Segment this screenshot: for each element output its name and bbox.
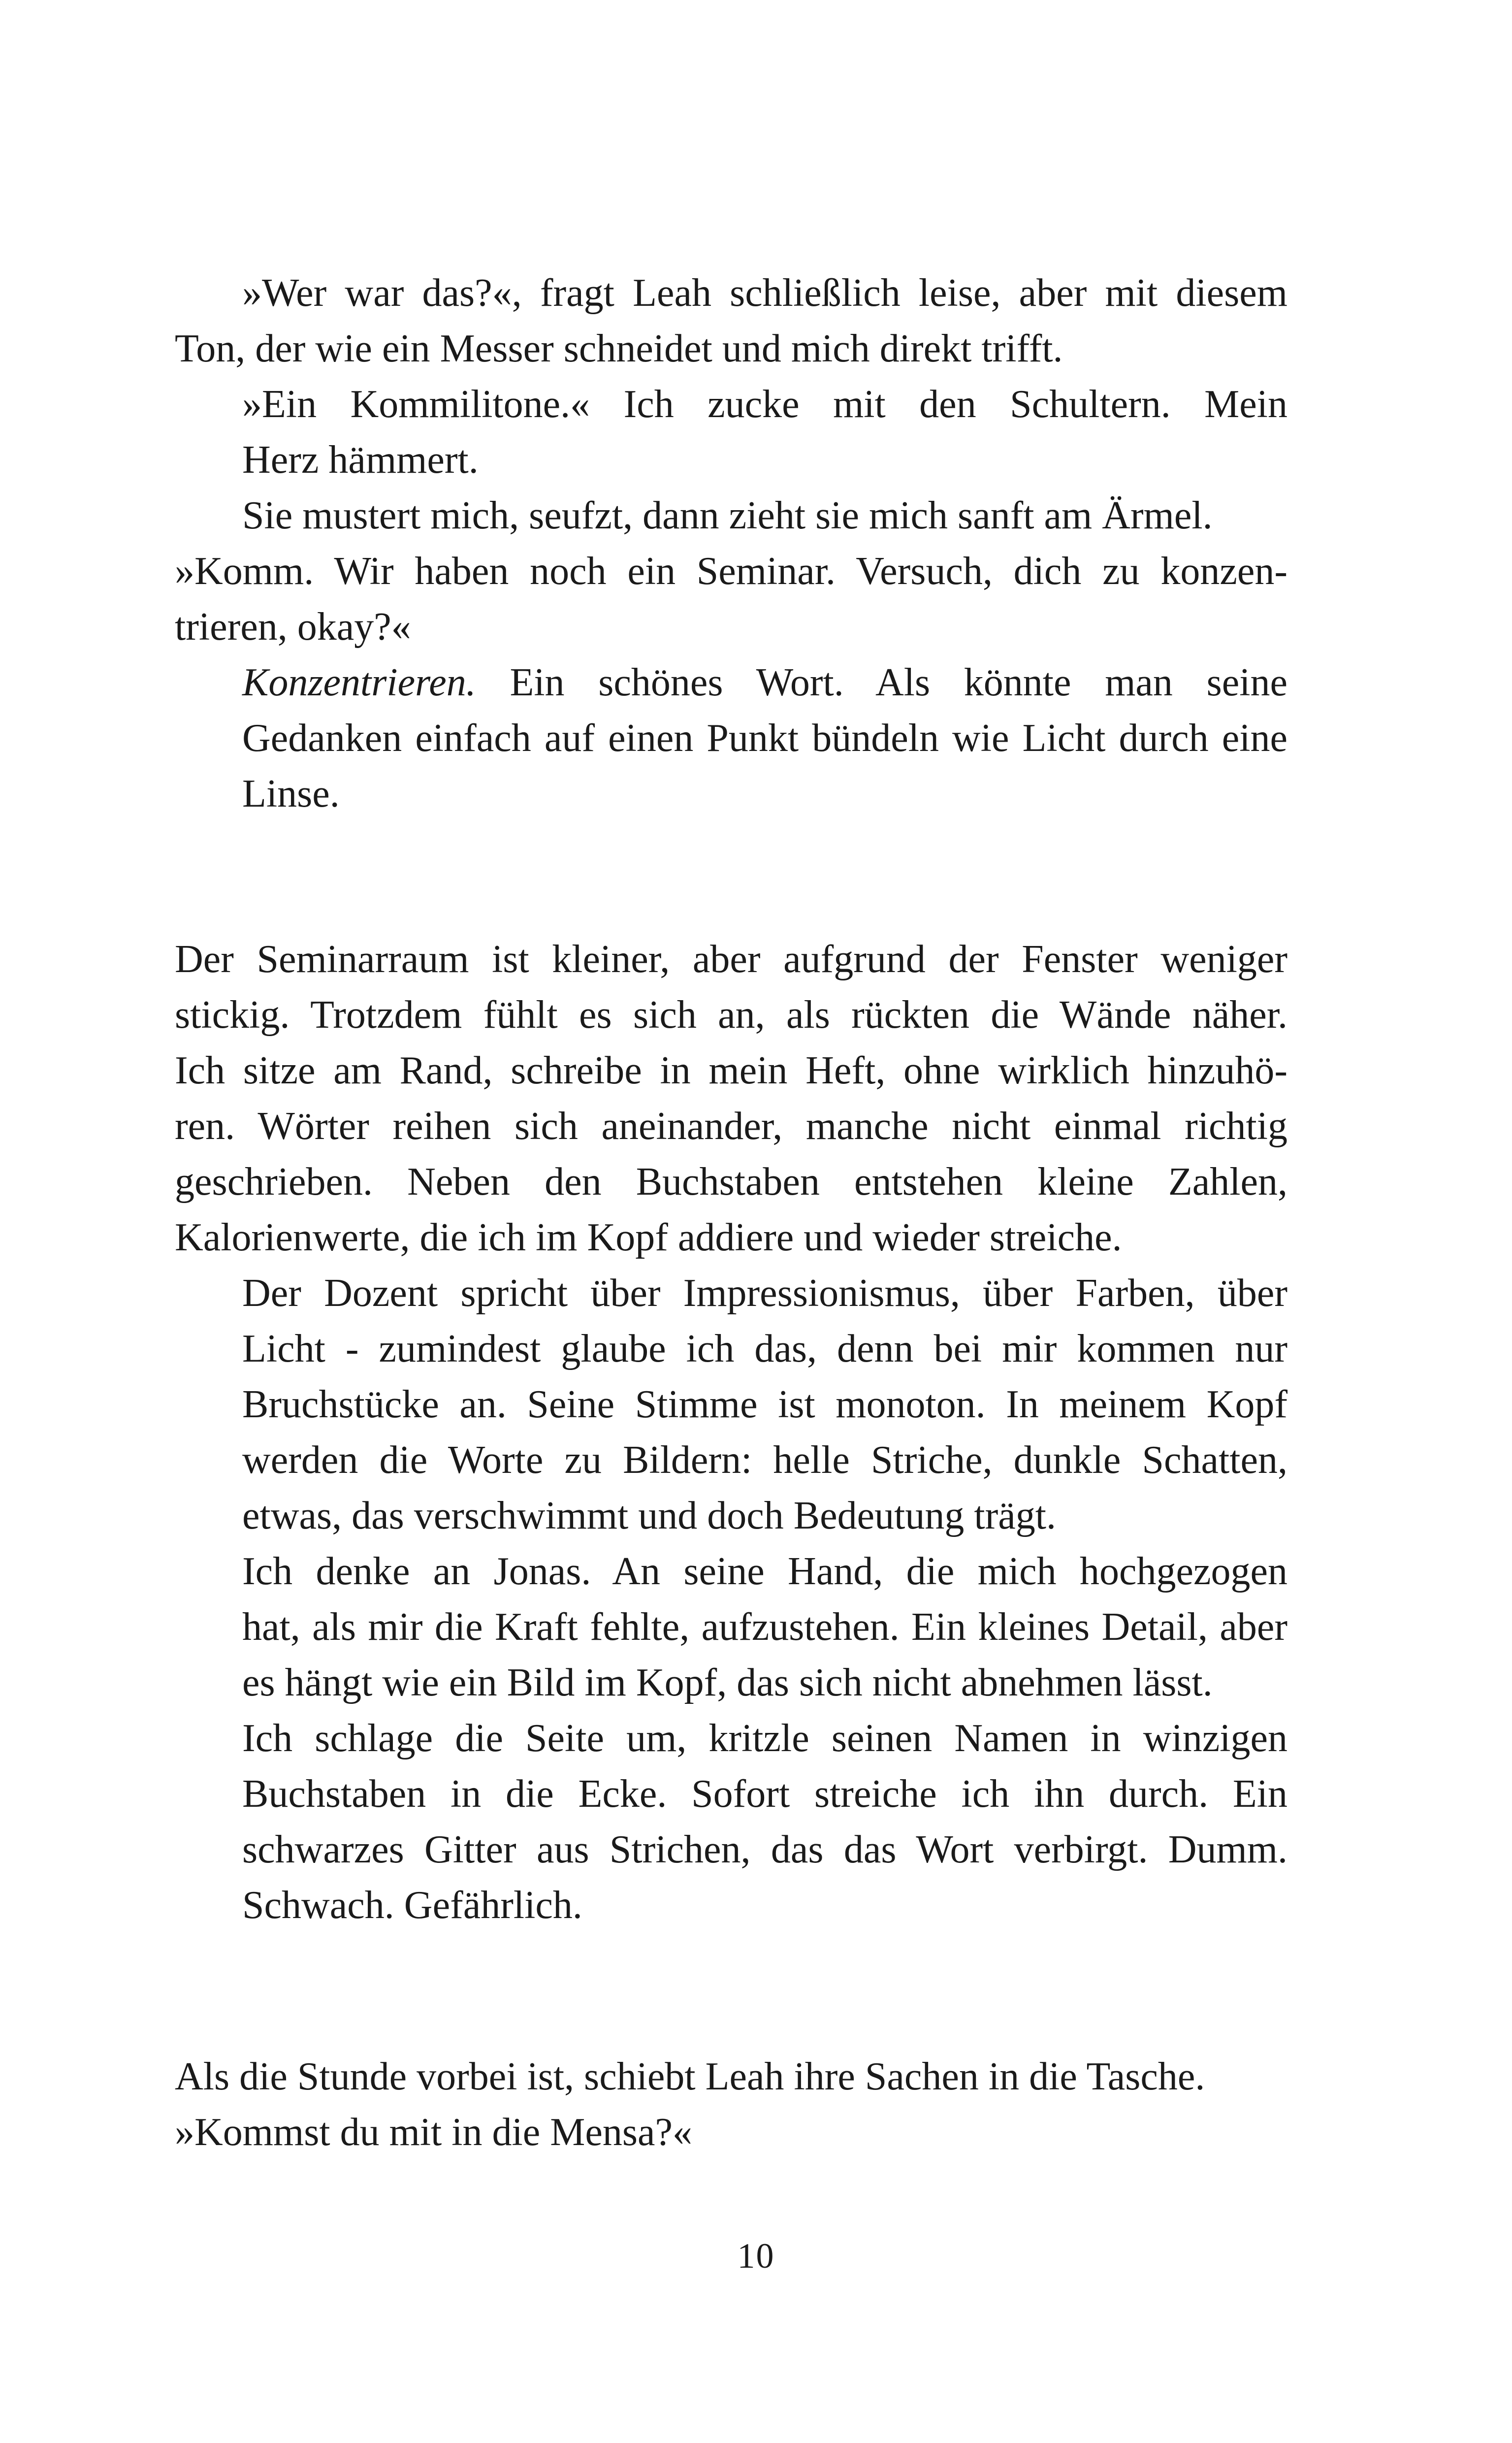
text-line: Linse. <box>242 772 340 815</box>
text-line: Sie mustert mich, seufzt, dann zieht sie mich sanft am Ärmel. <box>242 494 1213 537</box>
paragraph <box>175 1544 1287 1711</box>
text-line: »Wer war das?«, fragt Leah schließlich leise, aber mit diesem <box>242 271 1287 315</box>
text-line: etwas, das verschwimmt und doch Bedeutung trägt. <box>242 1494 1056 1537</box>
text-line: Ich schlage die Seite um, kritzle seinen Namen in winzigen <box>242 1717 1287 1760</box>
italic-word: Konzentrieren. <box>242 661 476 704</box>
text-line: stickig. Trotzdem fühlt es sich an, als rückten die Wände näher. <box>175 993 1287 1037</box>
text-line: Als die Stunde vorbei ist, schiebt Leah ihre Sachen in die Tasche. <box>175 2055 1205 2098</box>
text-line: Bruchstücke an. Seine Stimme ist monoton. In meinem Kopf <box>242 1383 1287 1426</box>
text-section-2 <box>175 932 1287 1933</box>
text-line: Licht - zumindest glaube ich das, denn bei mir kommen nur <box>242 1327 1287 1370</box>
text-line: Ich denke an Jonas. An seine Hand, die mich hochgezogen <box>242 1550 1287 1593</box>
paragraph <box>175 488 1287 544</box>
text-section-3 <box>175 2049 1287 2160</box>
text-line: »Komm. Wir haben noch ein Seminar. Versuch, dich zu konzen- <box>175 550 1287 593</box>
text-line: Gedanken einfach auf einen Punkt bündeln wie Licht durch eine <box>242 717 1287 760</box>
paragraph <box>175 932 1287 1266</box>
paragraph <box>175 1266 1287 1544</box>
text-line: trieren, okay?« <box>175 605 411 649</box>
text-section-1 <box>175 265 1287 822</box>
text-line: geschrieben. Neben den Buchstaben entstehen kleine Zahlen, <box>175 1160 1287 1204</box>
paragraph <box>175 2105 1287 2160</box>
text-line: Buchstaben in die Ecke. Sofort streiche ich ihn durch. Ein <box>242 1772 1287 1816</box>
text-line: schwarzes Gitter aus Strichen, das das Wort verbirgt. Dumm. <box>242 1828 1287 1871</box>
text-line: Der Seminarraum ist kleiner, aber aufgrund der Fenster weniger <box>175 938 1287 981</box>
text-line: Ich sitze am Rand, schreibe in mein Heft, ohne wirklich hinzuhö- <box>175 1049 1287 1092</box>
text-line: es hängt wie ein Bild im Kopf, das sich nicht abnehmen lässt. <box>242 1661 1213 1704</box>
text-line: »Kommst du mit in die Mensa?« <box>175 2111 693 2154</box>
text-line: werden die Worte zu Bildern: helle Striche, dunkle Schatten, <box>242 1438 1287 1482</box>
paragraph <box>175 544 1287 655</box>
text-fragment: Ein schönes Wort. Als könnte man seine <box>476 661 1287 704</box>
text-line: hat, als mir die Kraft fehlte, aufzustehen. Ein kleines Detail, aber <box>242 1605 1287 1649</box>
text-line: Herz hämmert. <box>242 438 479 482</box>
paragraph <box>175 2049 1287 2105</box>
text-line: Ton, der wie ein Messer schneidet und mich direkt trifft. <box>175 327 1063 370</box>
text-line <box>175 655 1287 711</box>
text-line: ren. Wörter reihen sich aneinander, manche nicht einmal richtig <box>175 1105 1287 1148</box>
text-line: Der Dozent spricht über Impressionismus, über Farben, über <box>242 1271 1287 1315</box>
paragraph <box>175 655 1287 822</box>
text-line: Schwach. Gefährlich. <box>242 1884 582 1927</box>
paragraph <box>175 1711 1287 1933</box>
paragraph <box>175 265 1287 377</box>
paragraph <box>175 377 1287 488</box>
text-line: Kalorienwerte, die ich im Kopf addiere und wieder streiche. <box>175 1216 1122 1259</box>
text-line: »Ein Kommilitone.« Ich zucke mit den Schultern. Mein <box>242 383 1287 426</box>
page-number: 10 <box>737 2236 775 2276</box>
